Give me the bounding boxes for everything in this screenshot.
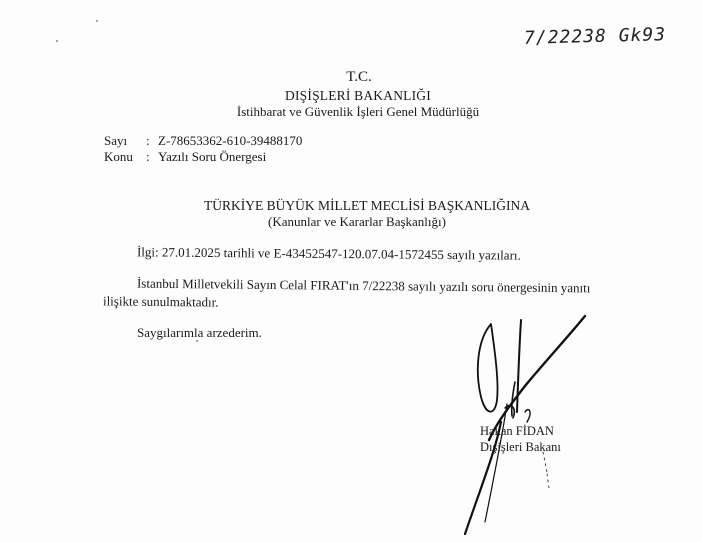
closing-line: Saygılarımla arzederim.: [137, 325, 262, 340]
header-ministry: DIŞİŞLERİ BAKANLIĞI: [285, 88, 431, 103]
reference-line: İlgi: 27.01.2025 tarihli ve E-43452547-120.07.04-1572455 sayılı yazıları.: [136, 244, 521, 263]
meta-separator: :: [146, 133, 150, 148]
meta-separator: :: [146, 149, 150, 164]
handwritten-reference-note: 7/22238 Gk93: [523, 24, 667, 49]
body-paragraph-line-2: ilişikte sunulmaktadır.: [102, 293, 219, 310]
meta-sayi-row: [104, 133, 302, 149]
scan-speck: [96, 20, 98, 22]
meta-sayi-value: Z-78653362-610-39488170: [158, 133, 303, 148]
addressee-subtitle: (Kanunlar ve Kararlar Başkanlığı): [268, 214, 446, 229]
body-paragraph-line-1: İstanbul Milletvekili Sayın Celal FIRAT'ın 7/22238 sayılı yazılı soru önergesinin yanıtı: [136, 275, 591, 296]
signer-name: Hakan FİDAN: [480, 424, 554, 438]
scan-speck: [196, 340, 198, 342]
header-directorate: İstihbarat ve Güvenlik İşleri Genel Müdürlüğü: [236, 104, 480, 119]
meta-konu-value: Yazılı Soru Önergesi: [158, 149, 267, 164]
meta-konu-label: Konu: [104, 149, 133, 164]
addressee-title: TÜRKİYE BÜYÜK MİLLET MECLİSİ BAŞKANLIĞINA: [204, 198, 530, 213]
meta-konu-row: [104, 149, 266, 165]
signer-title: Dışişleri Bakanı: [480, 440, 561, 454]
header-tc: T.C.: [346, 69, 372, 85]
meta-sayi-label: Sayı: [104, 133, 128, 148]
scan-speck: [56, 40, 58, 42]
